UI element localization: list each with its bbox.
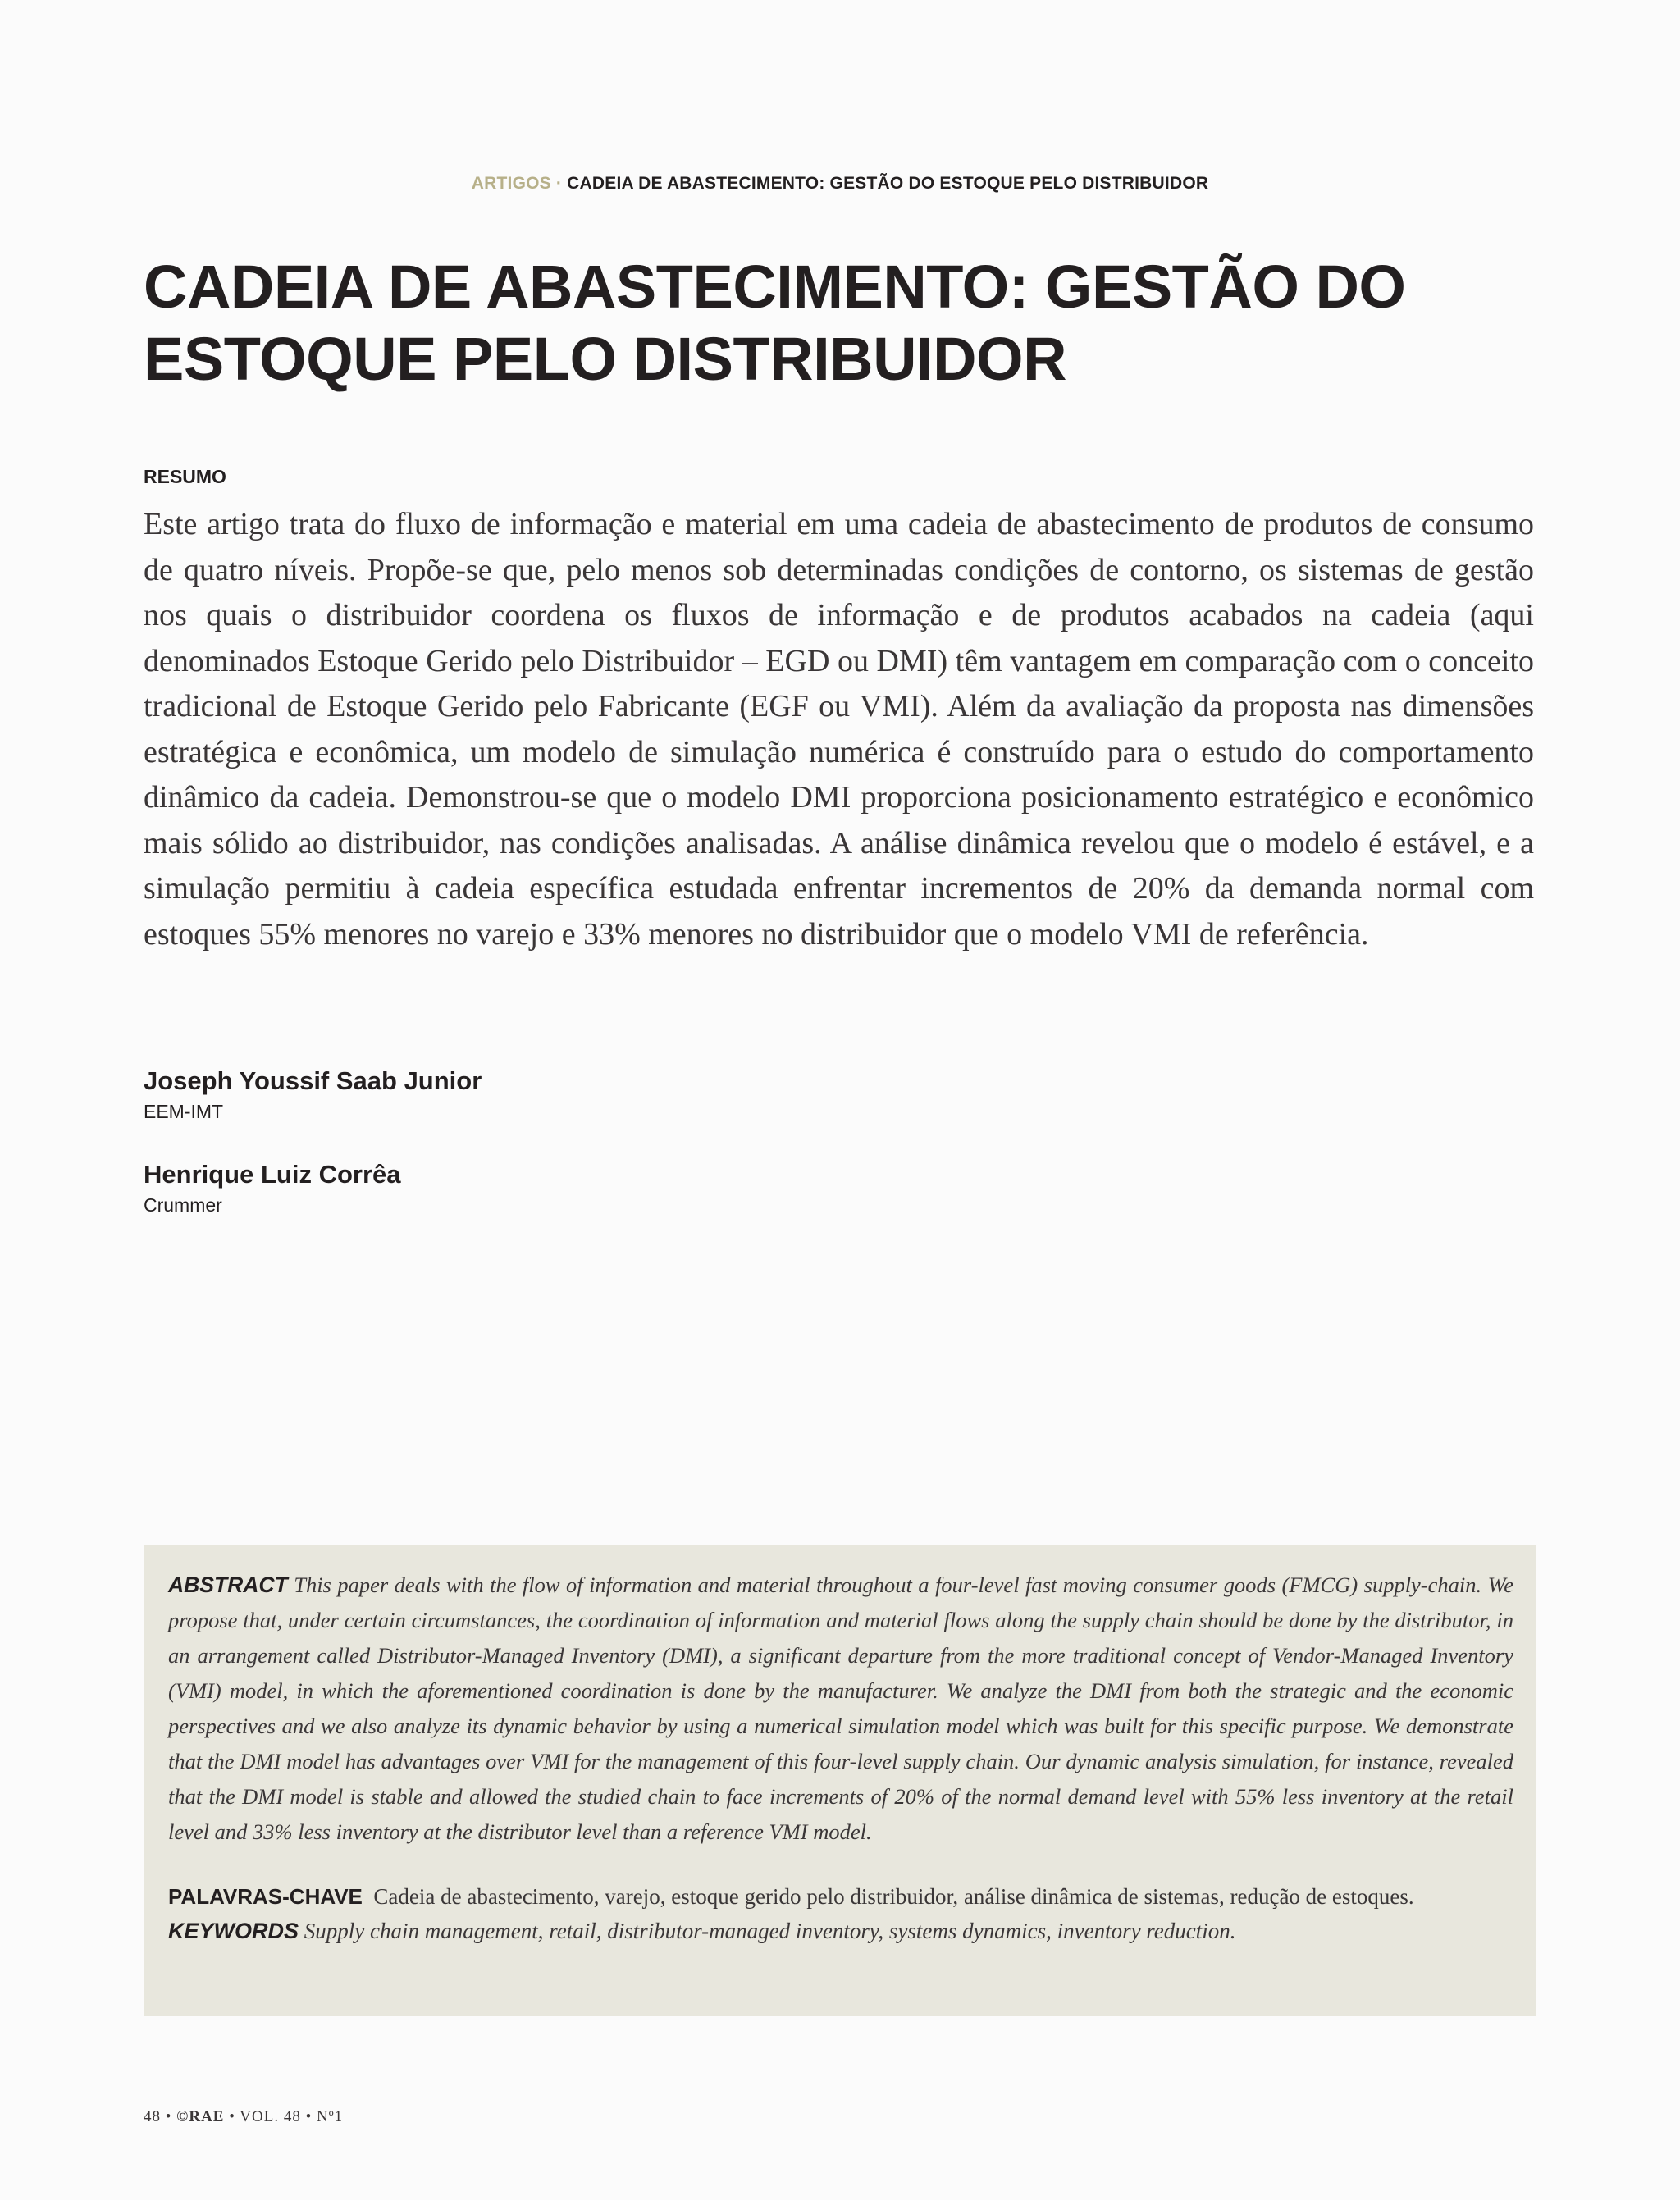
resumo-label: RESUMO — [144, 466, 226, 487]
running-head — [0, 174, 1680, 194]
section-separator: · — [555, 174, 563, 193]
article-title: CADEIA DE ABASTECIMENTO: GESTÃO DO ESTOQUE PELO DISTRIBUIDOR — [144, 253, 1406, 393]
author-1 — [144, 1065, 482, 1125]
keywords-en-text: Supply chain management, retail, distributor-managed inventory, systems dynamics, inventory reduction. — [304, 1919, 1236, 1943]
abstract-label: ABSTRACT — [168, 1572, 288, 1597]
keywords-en — [168, 1914, 1513, 1948]
volume: VOL. 48 — [240, 2108, 301, 2125]
page-footer — [144, 2108, 343, 2126]
footer-bullet: • — [165, 2108, 172, 2125]
author-affiliation: Crummer — [144, 1194, 222, 1216]
footer-bullet: • — [229, 2108, 235, 2125]
issue-number: Nº1 — [317, 2108, 344, 2125]
author-2 — [144, 1158, 401, 1219]
abstract-paragraph — [168, 1568, 1513, 1850]
abstract-text: This paper deals with the flow of information and material throughout a four-level fast moving consumer goods (FMCG) supply-chain. We propose that, under certain circumstances, the coordination of information and material flows along the supply chain should be done by the distributor, in an arrangement called Distributor-Managed Inventory (DMI), a significant departure from the more traditional concept of Vendor-Managed Inventory (VMI) model, in which the aforementioned coordination is done by the manufacturer. We analyze the DMI from both the strategic and the economic perspectives and we also analyze its dynamic behavior by using a numerical simulation model which was built for this specific purpose. We demonstrate that the DMI model has advantages over VMI for the management of this four-level supply chain. Our dynamic analysis simulation, for instance, revealed that the DMI model is stable and allowed the studied chain to face increments of 20% of the normal demand level with 55% less inventory at the retail level and 33% less inventory at the distributor level than a reference VMI model. — [168, 1572, 1513, 1844]
journal-name: ©RAE — [176, 2108, 225, 2125]
keywords-pt-text: Cadeia de abastecimento, varejo, estoque gerido pelo distribuidor, análise dinâmica de sistemas, redução de estoques. — [373, 1884, 1414, 1909]
keywords-pt — [168, 1879, 1513, 1914]
page-number: 48 — [144, 2108, 161, 2125]
keywords-pt-label: PALAVRAS-CHAVE — [168, 1884, 363, 1909]
resumo-text: Este artigo trata do fluxo de informação e material em uma cadeia de abastecimento de produtos de consumo de quatro níveis. Propõe-se que, pelo menos sob determinadas condições de contorno, os sistemas de gestão nos quais o distribuidor coordena os fluxos de informação e de produtos acabados na cadeia (aqui denominados Estoque Gerido pelo Distribuidor – EGD ou DMI) têm vantagem em comparação com o conceito tradicional de Estoque Gerido pelo Fabricante (EGF ou VMI). Além da avaliação da proposta nas dimensões estratégica e econômica, um modelo de simulação numérica é construído para o estudo do comportamento dinâmico da cadeia. Demonstrou-se que o modelo DMI proporciona posicionamento estratégico e econômico mais sólido ao distribuidor, nas condições analisadas. A análise dinâmica revelou que o modelo é estável, e a simulação permitiu à cadeia específica estudada enfrentar incrementos de 20% da demanda normal com estoques 55% menores no varejo e 33% menores no distribuidor que o modelo VMI de referência. — [144, 507, 1534, 952]
footer-bullet: • — [305, 2108, 313, 2125]
abstract-box — [144, 1545, 1536, 2016]
author-name: Henrique Luiz Corrêa — [144, 1160, 401, 1189]
author-name: Joseph Youssif Saab Junior — [144, 1066, 482, 1095]
section-label: ARTIGOS — [471, 174, 551, 193]
author-affiliation: EEM-IMT — [144, 1101, 224, 1122]
keywords-en-label: KEYWORDS — [168, 1919, 299, 1943]
running-head-topic: CADEIA DE ABASTECIMENTO: GESTÃO DO ESTOQUE PELO DISTRIBUIDOR — [567, 174, 1209, 193]
